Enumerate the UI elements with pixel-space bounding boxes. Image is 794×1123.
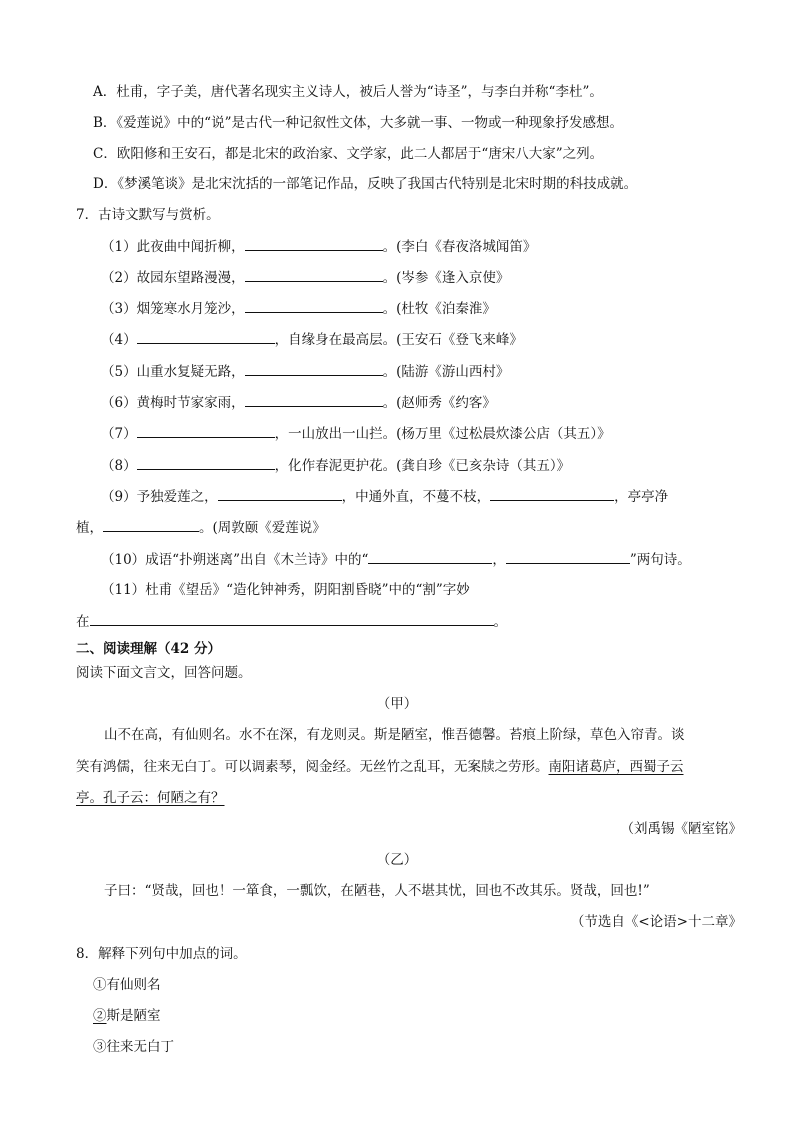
item-verse: 山重水复疑无路，: [136, 364, 245, 380]
q7-item-3: [101, 298, 496, 319]
passage-jia-line-1: 山不在高，有仙则名。水不在深，有龙则灵。斯是陋室，惟吾德馨。苔痕上阶绿，草色入帘青。谈: [104, 727, 685, 743]
item-source: 。(李白《春夜洛城闻笛》: [382, 239, 537, 255]
passage-yi-source: （节选自《<论语>十二章》: [570, 914, 742, 930]
item-number: ②: [93, 1008, 107, 1024]
q8-item-1: ①有仙则名: [93, 977, 161, 993]
item-number: （9）: [101, 489, 137, 505]
item-number: （6）: [101, 395, 137, 411]
passage-text: 笑有鸿儒，往来无白丁。可以调素琴，阅金经。无丝竹之乱耳，无案牍之劳形。: [76, 759, 549, 775]
q7-item-1: [101, 236, 536, 257]
item-verse: 予独爱莲之，: [136, 489, 218, 505]
item-number: （10）: [101, 552, 146, 568]
passage-yi-line-1: 子曰：“贤哉，回也！一箪食，一瓢饮，在陋巷，人不堪其忧，回也不改其乐。贤哉，回也!”: [104, 883, 650, 899]
q7-item-6: [101, 392, 496, 413]
item-verse: ”两句诗。: [629, 552, 691, 568]
q7-item-2: [101, 267, 509, 288]
answer-blank[interactable]: [245, 267, 383, 282]
item-number: （3）: [101, 301, 137, 317]
q7-item-11-cont: [76, 611, 507, 632]
item-source: 。(周敦颐《爱莲说》: [199, 520, 326, 536]
answer-blank[interactable]: [245, 392, 383, 407]
item-verse: 此夜曲中闻折柳，: [136, 239, 245, 255]
item-verse: 故园东望路漫漫，: [136, 270, 245, 286]
item-number: （1）: [101, 239, 137, 255]
item-source: 。(赵师秀《约客》: [382, 395, 496, 411]
answer-blank[interactable]: [137, 329, 275, 344]
passage-jia-line-3: 亭。孔子云：何陋之有？: [76, 790, 225, 806]
item-verse: ，: [492, 552, 506, 568]
answer-blank[interactable]: [103, 517, 199, 532]
item-verse: 黄梅时节家家雨，: [136, 395, 245, 411]
item-number: （8）: [101, 458, 137, 474]
underlined-sentence: 南阳诸葛庐，西蜀子云: [548, 759, 684, 775]
item-number: （7）: [101, 426, 137, 442]
item-verse: ，化作春泥更护花。(龚自珍《已亥杂诗（其五）》: [274, 458, 571, 474]
item-number: （4）: [101, 332, 137, 348]
item-source: 。(陆游《游山西村》: [382, 364, 510, 380]
item-verse: 植，: [76, 520, 103, 536]
answer-blank[interactable]: [506, 549, 630, 564]
answer-blank[interactable]: [245, 236, 383, 251]
item-verse: ，中通外直，不蔓不枝，: [341, 489, 491, 505]
option-c: C．欧阳修和王安石，都是北宋的政治家、文学家，此二人都居于“唐宋八大家”之列。: [93, 146, 604, 162]
q8-item-3: ③往来无白丁: [93, 1039, 174, 1055]
item-number: （11）: [101, 582, 146, 598]
passage-yi-label: （乙）: [376, 852, 418, 868]
item-source: 。(杜牧《泊秦淮》: [382, 301, 496, 317]
q8-title: 8．解释下列句中加点的词。: [76, 946, 247, 962]
item-text: 斯是陋室: [106, 1008, 161, 1024]
q7-item-7: [101, 423, 611, 444]
q7-item-10: [101, 549, 691, 570]
passage-jia-label: （甲）: [376, 696, 418, 712]
q7-title: 7．古诗文默写与赏析。: [76, 207, 220, 223]
option-d: D．《梦溪笔谈》是北宋沈括的一部笔记作品，反映了我国古代特别是北宋时期的科技成就。: [93, 176, 638, 192]
item-verse: ，自缘身在最高层。(王安石《登飞来峰》: [274, 332, 523, 348]
q7-item-5: [101, 361, 509, 382]
reading-instruction: 阅读下面文言文，回答问题。: [76, 665, 252, 681]
item-verse: 成语“扑朔迷离”出自《木兰诗》中的“: [145, 552, 369, 568]
answer-blank[interactable]: [218, 486, 342, 501]
answer-blank[interactable]: [137, 423, 275, 438]
section-heading: 二、阅读理解（42 分）: [76, 641, 221, 657]
item-verse: ，一山放出一山拦。(杨万里《过松晨炊漆公店（其五）》: [274, 426, 611, 442]
option-b: B．《爱莲说》中的“说”是古代一种记叙性文体，大多就一事、一物或一种现象抒发感想。: [93, 115, 623, 131]
answer-blank[interactable]: [368, 549, 492, 564]
answer-blank[interactable]: [245, 298, 383, 313]
answer-blank[interactable]: [490, 486, 614, 501]
passage-jia-line-2: [76, 757, 684, 777]
answer-blank[interactable]: [245, 361, 383, 376]
q7-item-9-cont: [76, 517, 326, 538]
item-verse: 。: [493, 614, 507, 630]
item-source: 。(岑参《逢入京使》: [382, 270, 510, 286]
item-verse: 在: [76, 614, 90, 630]
item-verse: 烟笼寒水月笼沙，: [136, 301, 245, 317]
passage-jia-source: （刘禹锡《陋室铭》: [620, 821, 742, 837]
q7-item-4: [101, 329, 523, 350]
answer-blank[interactable]: [90, 611, 494, 626]
q7-item-9: [101, 486, 668, 507]
item-number: （2）: [101, 270, 137, 286]
item-number: （5）: [101, 364, 137, 380]
item-verse: ，亭亭净: [614, 489, 669, 505]
q7-item-11: [101, 580, 470, 600]
q7-item-8: [101, 455, 570, 476]
option-a: A．杜甫，字子美，唐代著名现实主义诗人，被后人誉为“诗圣”，与李白并称“李杜”。: [93, 84, 603, 100]
item-verse: 杜甫《望岳》“造化钟神秀，阴阳割昏晓”中的“割”字妙: [145, 582, 470, 598]
q8-item-2: [93, 1006, 161, 1026]
answer-blank[interactable]: [137, 455, 275, 470]
